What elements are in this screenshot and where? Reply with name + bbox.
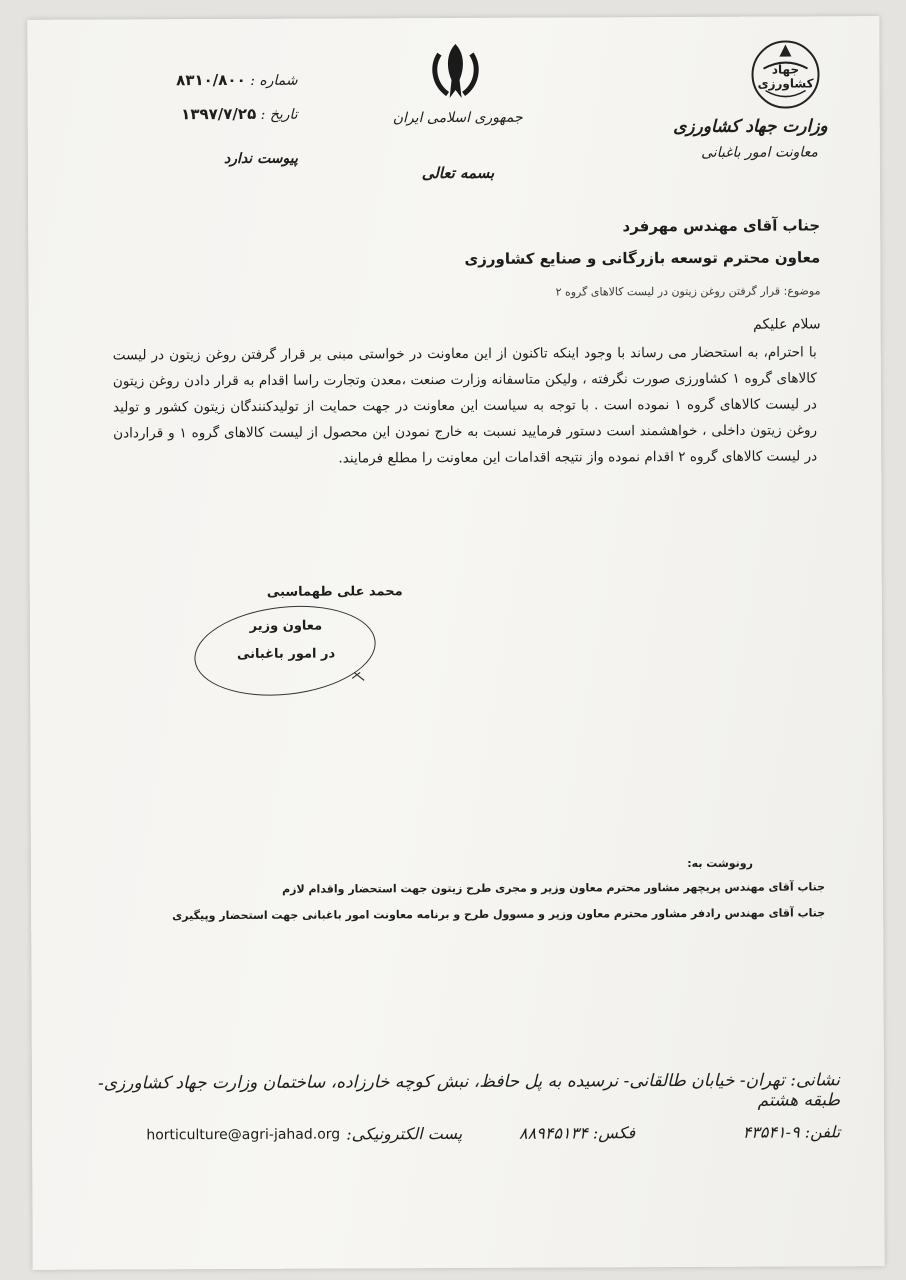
attachment-note: پیوست ندارد: [224, 150, 298, 168]
cc-line: جناب آقای مهندس پریچهر مشاور محترم معاون وزیر و مجری طرح زیتون جهت استحضار واقدام لازم: [282, 880, 826, 896]
footer-address: نشانی: تهران- خیابان طالقانی- نرسیده به پل حافظ، نبش کوچه خارزاده، ساختمان وزارت جهاد کشاورزی- طبقه هشتم: [97, 1070, 841, 1111]
cc-line: جناب آقای مهندس رادفر مشاور محترم معاون وزیر و مسوول طرح و برنامه معاونت امور باغبانی جهت استحضار وپیگیری: [172, 906, 826, 923]
letter-subject: موضوع: قرار گرفتن روغن زیتون در لیست کالاهای گروه ۲: [555, 284, 821, 299]
letter-number-value: ۸۳۱۰/۸۰۰: [176, 70, 246, 90]
footer-phone: تلفن: ۹-۴۳۵۴۱: [742, 1122, 841, 1142]
footer-fax: فکس: ۸۸۹۴۵۱۳۴: [518, 1123, 636, 1143]
signature-mark: [350, 668, 370, 682]
signer-name: محمد علی طهماسبی: [266, 584, 403, 600]
letter-date-value: ۱۳۹۷/۷/۲۵: [181, 104, 257, 124]
cc-title: رونوشت به:: [687, 856, 753, 870]
republic-title: جمهوری اسلامی ایران: [392, 109, 523, 127]
signer-title: معاون وزیر: [249, 618, 323, 634]
letter-number: [168, 71, 298, 90]
letter-date-label: تاریخ :: [260, 106, 298, 123]
recipient-name: جناب آقای مهندس مهرفرد: [622, 216, 821, 236]
footer-email-link[interactable]: horticulture@agri-jahad.org: [146, 1126, 341, 1144]
letter-greeting: سلام علیکم: [753, 316, 821, 333]
recipient-title: معاون محترم توسعه بازرگانی و صنایع کشاورزی: [464, 248, 821, 268]
ministry-department: معاونت امور باغبانی: [701, 144, 818, 161]
letter-page: [27, 16, 884, 1270]
iran-emblem-icon: [425, 40, 485, 104]
ministry-logo-text: جهاد کشاورزی: [757, 62, 814, 91]
bismillah-heading: بسمه تعالی: [421, 163, 495, 183]
signer-department: در امور باغبانی: [236, 646, 336, 662]
letter-date: [148, 105, 298, 124]
letter-number-label: شماره :: [250, 72, 298, 89]
footer-contact-row: [80, 1122, 840, 1149]
ministry-name: وزارت جهاد کشاورزی: [673, 116, 828, 138]
letter-body: با احترام، به استحضار می رساند با وجود اینکه تاکنون از این معاونت در خواستی مبنی بر قرار گرفتن روغن زیتون در لیست کالاهای گروه ۱ کشاورزی صورت نگرفته ، ولیکن متاسفانه وزارت صنعت ،معدن وتجارت راسا اقدام به قرار دادن روغن زیتون در لیست کالاهای گروه ۱ نموده است . با توجه به سیاست این معاونت در جهت حمایت از تولیدکنندگان زیتون کشور و تولید روغن زیتون داخلی ، خواهشمند است دستور فرمایید نسبت به خارج نمودن این محصول از لیست کالاهای گروه ۱ و قراردادن در لیست کالاهای گروه ۲ اقدام نموده واز نتیجه اقدامات این معاونت را مطلع فرمایند.: [112, 344, 818, 467]
footer-email-label: پست الکترونیکی:: [346, 1123, 463, 1144]
